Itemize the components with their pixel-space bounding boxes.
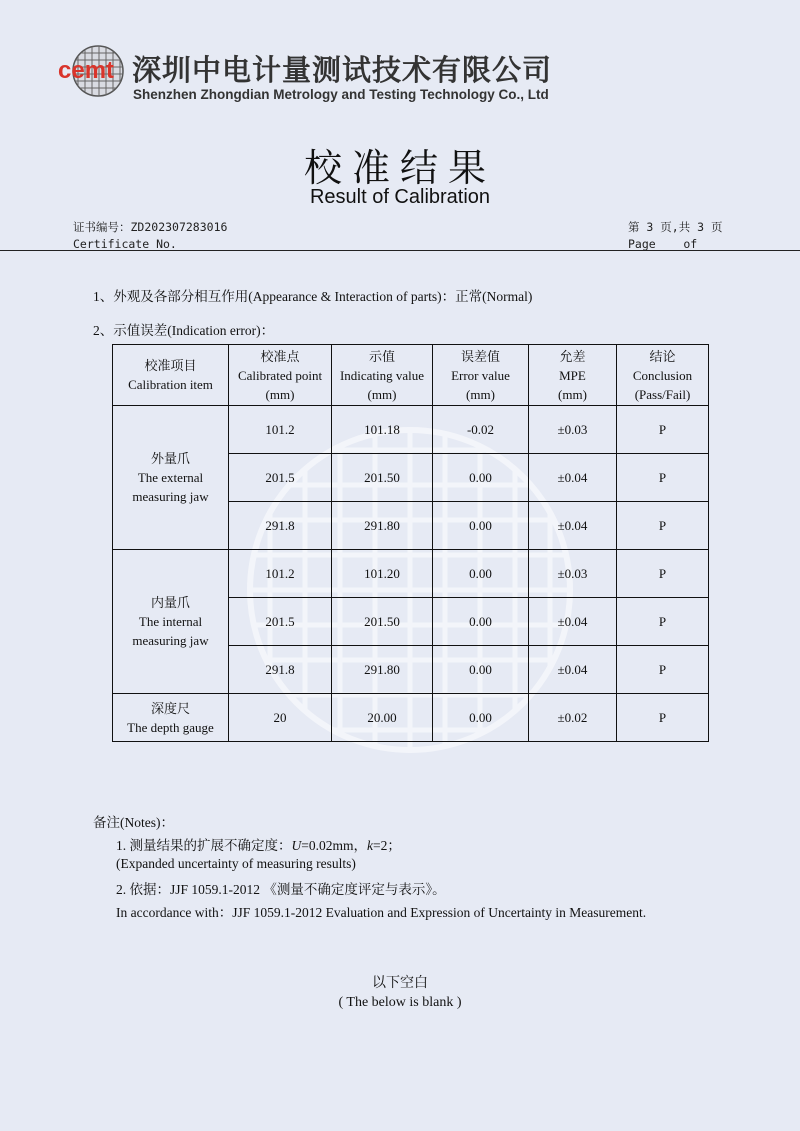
cell-error: 0.00 xyxy=(433,646,529,694)
cell-error: 0.00 xyxy=(433,694,529,742)
notes-title: 备注(Notes)： xyxy=(93,815,174,830)
company-name-en: Shenzhen Zhongdian Metrology and Testing Technology Co., Ltd xyxy=(133,87,549,102)
cell-value: 201.50 xyxy=(332,598,433,646)
cell-error: 0.00 xyxy=(433,502,529,550)
column-header-point: 校准点 Calibrated point (mm) xyxy=(229,345,332,406)
page-number-en: Page of xyxy=(628,237,698,251)
cell-mpe: ±0.03 xyxy=(529,406,617,454)
header-divider xyxy=(0,250,800,251)
cell-result: P xyxy=(617,646,709,694)
cell-point: 201.5 xyxy=(229,454,332,502)
cell-result: P xyxy=(617,406,709,454)
certificate-number: 证书编号：ZD202307283016 xyxy=(73,220,228,234)
company-name-cn: 深圳中电计量测试技术有限公司 xyxy=(132,53,553,87)
cell-mpe: ±0.04 xyxy=(529,454,617,502)
calibration-item-depth-gauge: 深度尺 The depth gauge xyxy=(113,694,229,742)
cell-value: 101.20 xyxy=(332,550,433,598)
cell-result: P xyxy=(617,550,709,598)
cell-point: 201.5 xyxy=(229,598,332,646)
calibration-item-internal-jaw: 内量爪 The internal measuring jaw xyxy=(113,550,229,694)
cell-value: 101.18 xyxy=(332,406,433,454)
cell-error: -0.02 xyxy=(433,406,529,454)
cell-error: 0.00 xyxy=(433,454,529,502)
section-appearance: 1、外观及各部分相互作用(Appearance & Interaction of parts)：正常(Normal) xyxy=(93,289,533,304)
page-title-en: Result of Calibration xyxy=(309,186,491,208)
column-header-value: 示值 Indicating value (mm) xyxy=(332,345,433,406)
cell-result: P xyxy=(617,694,709,742)
certificate-number-label-en: Certificate No. xyxy=(73,237,177,251)
note-uncertainty: 1. 测量结果的扩展不确定度：U=0.02mm，k=2； xyxy=(116,838,401,853)
blank-marker-en: ( The below is blank ) xyxy=(338,995,462,1010)
svg-text:cemt: cemt xyxy=(58,57,115,84)
calibration-item-external-jaw: 外量爪 The external measuring jaw xyxy=(113,406,229,550)
cell-mpe: ±0.02 xyxy=(529,694,617,742)
table-row xyxy=(113,406,709,454)
note-uncertainty-en: (Expanded uncertainty of measuring results) xyxy=(116,856,356,871)
cell-mpe: ±0.04 xyxy=(529,598,617,646)
table-header-row xyxy=(113,345,709,406)
cell-error: 0.00 xyxy=(433,598,529,646)
column-header-mpe: 允差 MPE (mm) xyxy=(529,345,617,406)
column-header-error: 误差值 Error value (mm) xyxy=(433,345,529,406)
table-row xyxy=(113,550,709,598)
column-header-conclusion: 结论 Conclusion (Pass/Fail) xyxy=(617,345,709,406)
cell-error: 0.00 xyxy=(433,550,529,598)
note-reference: 2. 依据：JJF 1059.1-2012 《测量不确定度评定与表示》。 xyxy=(116,882,446,897)
cell-result: P xyxy=(617,502,709,550)
blank-marker-cn: 以下空白 xyxy=(372,976,428,991)
cell-point: 101.2 xyxy=(229,406,332,454)
section-indication-error: 2、示值误差(Indication error)： xyxy=(93,323,275,338)
calibration-table xyxy=(112,344,709,742)
cell-result: P xyxy=(617,598,709,646)
cell-value: 291.80 xyxy=(332,502,433,550)
cell-value: 291.80 xyxy=(332,646,433,694)
cell-value: 201.50 xyxy=(332,454,433,502)
cell-mpe: ±0.03 xyxy=(529,550,617,598)
cell-mpe: ±0.04 xyxy=(529,502,617,550)
page-number-cn: 第 3 页,共 3 页 xyxy=(628,220,723,234)
cell-point: 291.8 xyxy=(229,646,332,694)
table-row xyxy=(113,694,709,742)
note-reference-en: In accordance with：JJF 1059.1-2012 Evaluation and Expression of Uncertainty in Measurement. xyxy=(116,905,647,920)
cell-point: 101.2 xyxy=(229,550,332,598)
cell-value: 20.00 xyxy=(332,694,433,742)
cell-point: 20 xyxy=(229,694,332,742)
column-header-item: 校准项目 Calibration item xyxy=(113,345,229,406)
company-logo xyxy=(58,44,128,98)
cell-mpe: ±0.04 xyxy=(529,646,617,694)
cell-result: P xyxy=(617,454,709,502)
cell-point: 291.8 xyxy=(229,502,332,550)
page-title-cn: 校准结果 xyxy=(303,146,496,190)
